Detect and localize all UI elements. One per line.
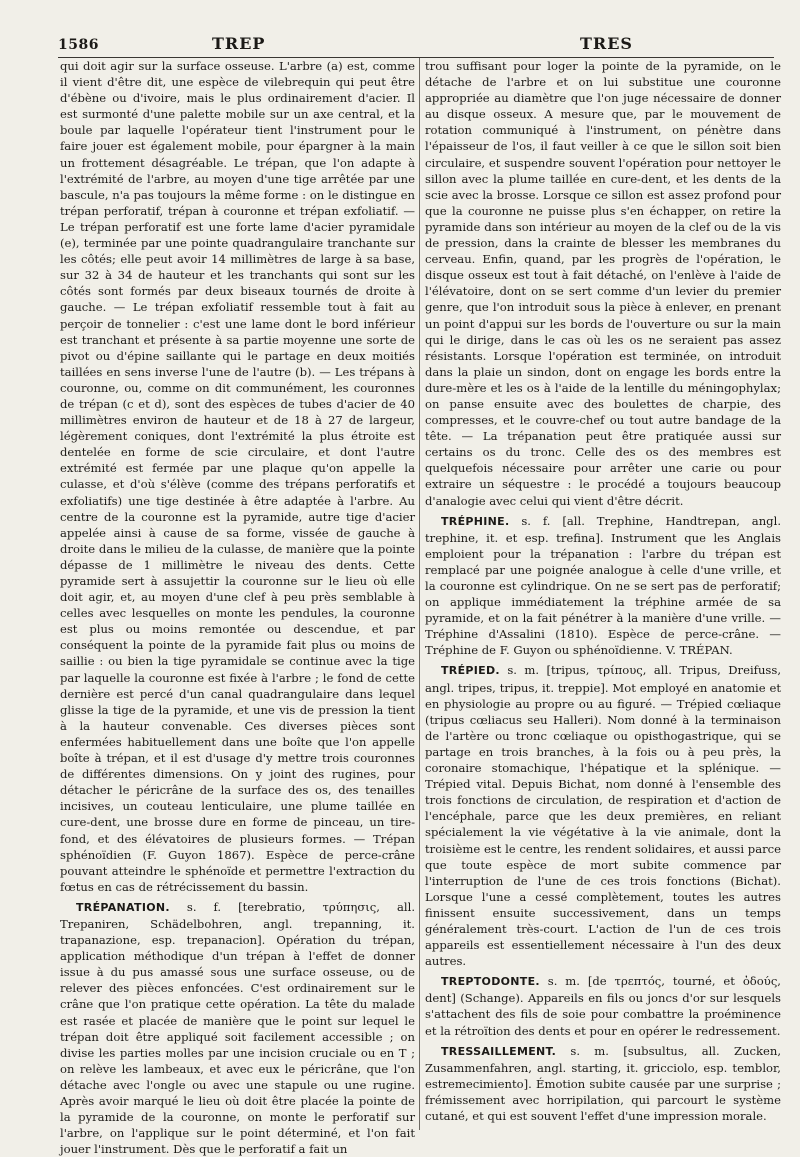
right-running-head: TRES [580,34,633,53]
page-number: 1586 [58,37,99,53]
definition-trepanation: s. f. [terebratio, τρύπησις, all. Trepaniren, Schädelbohren, angl. trepanning, it. trapanazione, esp. trepanacion]. Opération du trépan, application méthodique d'un trépan à l'effet de donner issue à du pus amassé sous une surface osseuse, ou de relever des pièces enfoncées. C'est ordinairement sur le crâne que l'on pratique cette opération. La tête du malade est rasée et placée de manière que le point sur lequel le trépan doit être appliqué soit facilement accessible ; on divise les parties molles par une incision cruciale ou en T ; on relève les lambeaux, et avec eux le péricrâne, que l'on détache avec l'ongle ou avec une stapule ou une rugine. Après avoir marqué le lieu où doit être placée la pointe de la pyramide de la couronne, on monte le perforatif sur l'arbre, on l'applique sur le point déterminé, et l'on fait jouer l'instrument. Dès que le perforatif a fait un [60,899,416,1157]
trepan-continuation: qui doit agir sur la surface osseuse. L'arbre (a) est, comme il vient d'être dit, une espèce de vilebrequin qui peut être d'ébène ou d'ivoire, mais le plus ordinairement d'acier. Il est surmonté d'une palette mobile sur un axe central, et la boule par laquelle l'opérateur tient l'instrument pour le faire jouer est également mobile, pour épargner à la main un frottement désagréable. Le trépan, que l'on adapte à l'extrémité de l'arbre, au moyen d'une tige arrêtée par une bascule, n'a pas toujours la même forme : on le distingue en trépan perforatif, trépan à couronne et trépan exfoliatif. — Le trépan perforatif est une forte lame d'acier pyramidale (e), terminée par une pointe quadrangulaire tranchante sur les côtés; elle peut avoir 14 millimètres de large à sa base, sur 32 à 34 de hauteur et les tranchants qui sont sur les côtés sont formés par deux biseaux tournés de droite à gauche. — Le trépan exfoliatif ressemble tout à fait au perçoir de tonnelier : c'est une lame dont le bord inférieur est tranchant et présente à sa partie moyenne une sorte de pivot ou d'épine saillante qui le partage en deux moitiés taillées en sens inverse l'une de l'autre (b). — Les trépans à couronne, ou, comme on dit communément, les couronnes de trépan (c et d), sont des espèces de tubes d'acier de 40 millimètres environ de hauteur et de 18 à 27 de largeur, légèrement coniques, dont l'extrémité la plus étroite est dentelée en forme de scie circulaire, et dont l'autre extrémité est fermée par une plaque qu'on appelle la culasse, et d'où s'élève (comme des trépans perforatifs et exfoliatifs) une tige destinée à être adaptée à l'arbre. Au centre de la couronne est la pyramide, autre tige d'acier appelée ainsi à cause de sa forme, vissée de gauche à droite dans le milieu de la culasse, de manière que la pointe dépasse de 1 millimètre le niveau des dents. Cette pyramide sert à assujettir la couronne sur le lieu où elle doit agir, et, au moyen d'une clef à peu près semblable à celles avec lesquelles on monte les pendules, la couronne est plus ou moins remontée ou descendue, et par conséquent la pointe de la pyramide fait plus ou moins de saillie : ou bien la tige pyramidale se continue avec la tige par laquelle la couronne est fixée à l'arbre ; le fond de cette dernière est percé d'un canal quadrangulaire dans lequel glisse la tige de la pyramide, et une vis de pression la tient à la hauteur convenable. Ces diverses pièces sont enfermées habituellement dans une boîte que l'on appelle boîte à trépan, et il est d'usage d'y mettre trois couronnes de différentes dimensions. On y joint des rugines, pour détacher le péricrâne de la surface des os, des tenailles incisives, un couteau lenticulaire, une plume taillée en cure-dent, une brosse dure en forme de pinceau, un tire-fond, et des élévatoires de plusieurs formes. — Trépan sphénoïdien (F. Guyon 1867). Espèce de perce-crâne pouvant atteindre le sphénoïde et permettre l'extraction du fœtus en cas de rétrécissement du bassin. [60,59,415,894]
entry-tressaillement [425,1043,781,1124]
entry-trephine [425,513,781,659]
entry-treptodonte [425,973,781,1038]
right-column [425,58,781,1130]
entry-trepanation [60,899,415,1157]
headword-trepanation: TRÉPANATION. [76,900,170,914]
headword-trepied: TRÉPIED. [441,664,500,678]
headword-tressaillement: TRESSAILLEMENT. [441,1044,557,1058]
left-running-head: TREP [212,34,266,53]
headword-treptodonte: TREPTODONTE. [441,975,540,989]
entry-trepied [425,662,781,969]
trepanation-continuation: trou suffisant pour loger la pointe de la pyramide, on le détache de l'arbre et on lui substitue une couronne appropriée au diamètre que l'on juge nécessaire de donner au disque osseux. A mesure que, par le mouvement de rotation communiqué à l'instrument, on pénètre dans l'épaisseur de l'os, il faut veiller à ce que le sillon soit bien circulaire, et suspendre souvent l'opération pour nettoyer le sillon avec la plume taillée en cure-dent, et les dents de la scie avec la brosse. Lorsque ce sillon est assez profond pour que la couronne ne puisse plus s'en échapper, on retire la pyramide dans son intérieur au moyen de la clef ou de la vis de pression, dans la crainte de blesser les membranes du cerveau. Enfin, quand, par les progrès de l'opération, le disque osseux est tout à fait détaché, on l'enlève à l'aide de l'élévatoire, dont on se sert comme d'un levier du premier genre, que l'on introduit sous la pièce à enlever, en prenant un point d'appui sur les bords de l'ouverture ou sur la main qui le dirige, dans le cas où les os ne seraient pas assez résistants. Lorsque l'opération est terminée, on introduit dans la plaie un sindon, dont on engage les bords entre la dure-mère et les os à l'aide de la lentille du méningophylax; on panse ensuite avec des boulettes de charpie, des compresses, et le couvre-chef ou tout autre bandage de la tête. — La trépanation peut être pratiquée aussi sur certains os du tronc. Celle des os des membres est quelquefois nécessaire pour arrêter une carie ou pour extraire un séquestre : le procédé a toujours beaucoup d'analogie avec celui qui vient d'être décrit. [425,59,781,508]
definition-trephine: s. f. [all. Trephine, Handtrepan, angl. trephine, it. et esp. trefina]. Instrument que les Anglais emploient pour la trépanation : l'arbre du trépan est remplacé par une poignée analogue à celle d'une vrille, et la couronne est cylindrique. On ne se sert pas de perforatif; on applique immédiatement la tréphine armée de sa pyramide, et on la fait pénétrer à la manière d'une vrille. — Tréphine d'Assalini (1810). Espèce de perce-crâne. — Tréphine de F. Guyon ou sphénoïdienne. V. TRÉPAN. [425,513,782,658]
definition-trepied: s. m. [tripus, τρίπους, all. Tripus, Dreifuss, angl. tripes, tripus, it. treppie]. Mot employé en anatomie et en physiologie au propre ou au figuré. — Trépied cœliaque (tripus cœliacus seu Halleri). Nom donné à la terminaison de l'artère ou tronc cœliaque ou opisthogastrique, qui se partage en trois branches, à la fois ou à peu près, la coronaire stomachique, l'hépatique et la splénique. — Trépied vital. Depuis Bichat, nom donné à l'ensemble des trois fonctions de circulation, de respiration et d'action de l'encéphale, parce que les deux premières, en reliant spécialement la vie végétative à la vie animale, dont la troisième est le centre, les rendent solidaires, et aussi parce que toute espèce de mort subite commence par l'interruption de l'une de ces trois fonctions (Bichat). Lorsque l'une a cessé complètement, toutes les autres finissent ensuite successivement, dans un temps généralement très-court. L'action de l'un de ces trois appareils est essentiellement nécessaire à l'un des deux autres. [425,663,781,969]
left-column [60,58,416,1157]
definition-tressaillement: s. m. [subsultus, all. Zucken, Zusammenfahren, angl. starting, it. gricciolo, esp. temblor, estremecimiento]. Émotion subite causée par une surprise ; frémissement avec horripilation, qui parcourt le système cutané, et qui est souvent l'effet d'une impression morale. [425,1043,782,1123]
column-divider [419,58,420,1130]
definition-treptodonte: s. m. [de τρεπτός, tourné, et ὀδούς, dent] (Schange). Appareils en fils ou joncs d'or sur lesquels s'attachent des fils de soie pour combattre la proéminence et la rétroïtion des dents et pour en opérer le redressement. [425,974,781,1038]
headword-trephine: TRÉPHINE. [441,514,510,528]
